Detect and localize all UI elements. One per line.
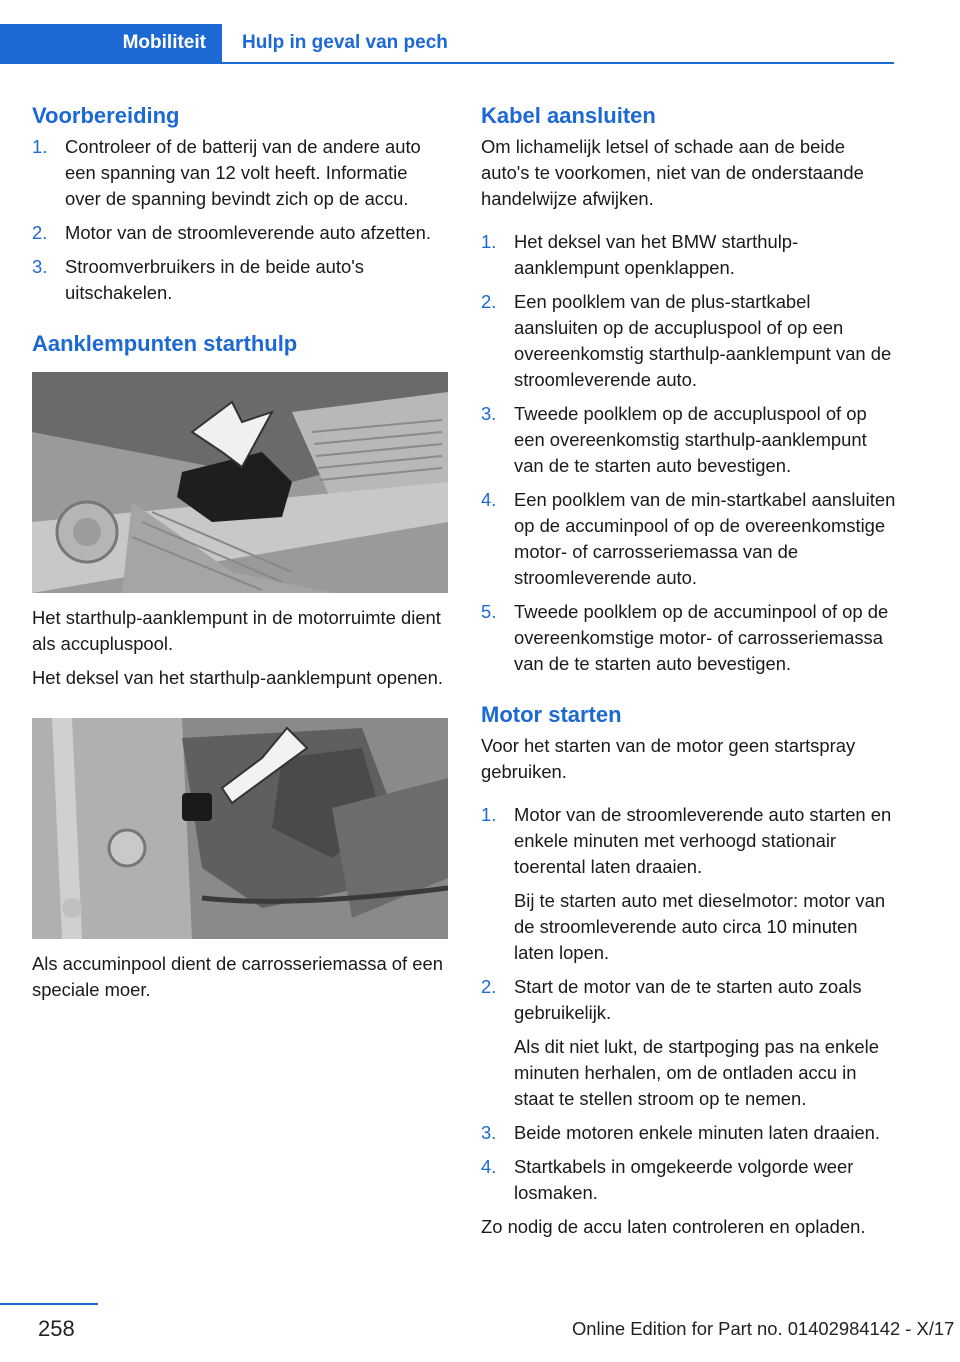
chapter-tabs	[0, 24, 894, 64]
list-item: 1. Het deksel van het BMW starthulp-aanklempunt openklappen.	[481, 231, 799, 278]
list-item: 5. Tweede poolklem op de accuminpool of op de overeenkomstige motor- of carrosseriemassa van de te starten auto bevestigen.	[481, 601, 889, 674]
list-item: 4. Een poolklem van de min-startkabel aansluiten op de accuminpool of op de overeenkomstige motor- of carrosseriemassa van de stroomleverende auto.	[481, 489, 896, 588]
caption-plus-terminal: Het starthulp-aanklempunt in de motorruimte dient als accupluspool.	[32, 607, 441, 654]
list-item: 3. Beide motoren enkele minuten laten draaien.	[481, 1122, 881, 1143]
edition-note: Online Edition for Part no. 01402984142 - X/17	[572, 1318, 955, 1339]
caption-ground-point: Als accuminpool dient de carrosseriemassa of een speciale moer.	[32, 953, 443, 1000]
list-item: 3. Tweede poolklem op de accupluspool of op een overeenkomstig starthulp-aanklempunt van de te starten auto bevestigen.	[481, 403, 867, 476]
closing-note: Zo nodig de accu laten controleren en opladen.	[481, 1216, 866, 1237]
left-column	[32, 100, 448, 1003]
list-item: 2. Een poolklem van de plus-startkabel aansluiten op de accupluspool of op een overeenkomstig starthulp-aanklempunt van de stroomleverende auto.	[481, 291, 892, 390]
intro-motor: Voor het starten van de motor geen startspray gebruiken.	[481, 735, 856, 782]
list-item-note: Als dit niet lukt, de startpoging pas na enkele minuten herhalen, om de ontladen accu in staat te stellen stroom op te nemen.	[514, 1036, 879, 1109]
list-item: 4. Startkabels in omgekeerde volgorde weer losmaken.	[481, 1156, 854, 1203]
heading-kabel-aansluiten: Kabel aansluiten	[481, 103, 656, 128]
heading-aanklempunten: Aanklempunten starthulp	[32, 331, 298, 356]
list-item: 2. Start de motor van de te starten auto zoals gebruikelijk. Als dit niet lukt, de startpoging pas na enkele minuten herhalen, om de ontladen accu in staat te stellen stroom op te nemen.	[481, 974, 897, 1112]
heading-motor-starten: Motor starten	[481, 702, 622, 727]
list-item-note: Bij te starten auto met dieselmotor: motor van de stroomleverende auto circa 10 minuten laten lopen.	[514, 890, 886, 963]
list-motor	[481, 802, 897, 1206]
photo-illustration	[32, 718, 448, 939]
footer-rule	[0, 1303, 98, 1305]
intro-kabel: Om lichamelijk letsel of schade aan de beide auto's te voorkomen, niet van de onderstaande handelwijze afwijken.	[481, 136, 864, 209]
list-item: 3. Stroomverbruikers in de beide auto's uitschakelen.	[32, 256, 364, 303]
tab-mobiliteit[interactable]: Mobiliteit	[0, 24, 222, 62]
list-item: 1. Motor van de stroomleverende auto starten en enkele minuten met verhoogd stationair toerental laten draaien. Bij te starten auto met dieselmotor: motor van de stroomleverende auto circa 10 minuten laten lopen.	[481, 802, 897, 966]
heading-voorbereiding: Voorbereiding	[32, 103, 180, 128]
instruction-open-cover: Het deksel van het starthulp-aanklempunt openen.	[32, 667, 443, 688]
list-item: 2. Motor van de stroomleverende auto afzetten.	[32, 222, 431, 243]
tab-hulp-in-geval-van-pech[interactable]: Hulp in geval van pech	[242, 32, 448, 53]
engine-bay-photo-plus-terminal	[32, 372, 448, 593]
list-kabel	[481, 229, 897, 677]
list-voorbereiding	[32, 134, 448, 306]
list-item: 1. Controleer of de batterij van de andere auto een spanning van 12 volt heeft. Informatie over de spanning bevindt zich op de accu.	[32, 136, 421, 209]
right-column	[481, 100, 897, 1240]
engine-bay-photo-ground-point	[32, 718, 448, 939]
page-number: 258	[38, 1316, 75, 1341]
photo-illustration	[32, 372, 448, 593]
